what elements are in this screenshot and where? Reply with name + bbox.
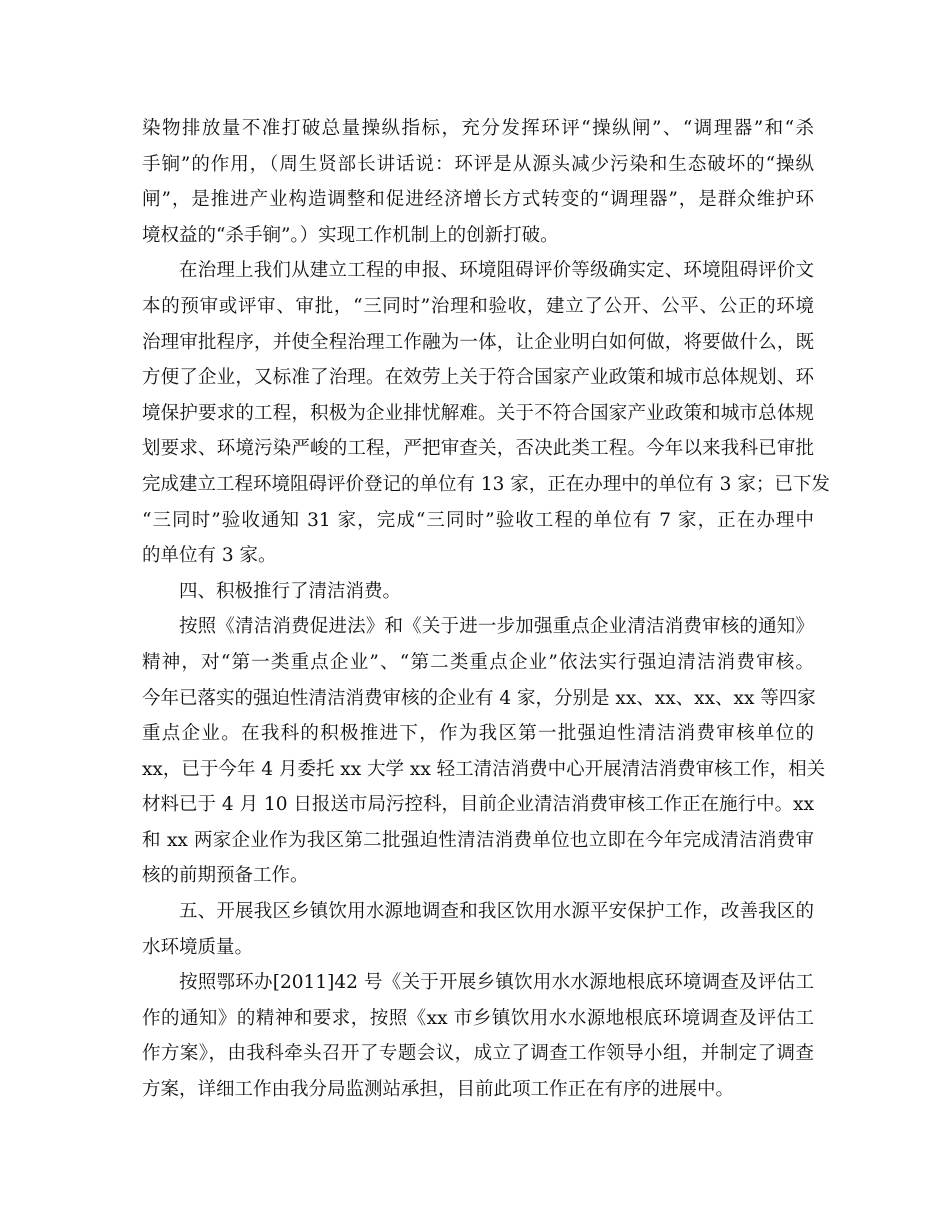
- text-line: 方案，详细工作由我分局监测站承担，目前此项工作正在有序的进展中。: [142, 1079, 735, 1101]
- text-line: 划要求、环境污染严峻的工程，严把审查关，否决此类工程。今年以来我科已审批: [142, 438, 814, 460]
- text-line: 四、积极推行了清洁消费。: [179, 580, 402, 602]
- text-line: 精神，对“第一类重点企业”、“第二类重点企业”依法实行强迫清洁消费审核。: [142, 651, 814, 673]
- paragraph: [142, 111, 814, 253]
- text-line: 在治理上我们从建立工程的申报、环境阻碍评价等级确实定、环境阻碍评价文: [179, 260, 814, 282]
- text-line: 作方案》，由我科牵头召开了专题会议，成立了调查工作领导小组，并制定了调查: [142, 1043, 814, 1065]
- text-line: 境保护要求的工程，积极为企业排忧解难。关于不符合国家产业政策和城市总体规: [142, 402, 814, 424]
- text-line: 和 xx 两家企业作为我区第二批强迫性清洁消费单位也立即在今年完成清洁消费审: [142, 829, 814, 851]
- document-body: [142, 111, 830, 1108]
- text-line: 按照《清洁消费促进法》和《关于进一步加强重点企业清洁消费审核的通知》: [179, 616, 814, 638]
- text-line: 材料已于 4 月 10 日报送市局污控科，目前企业清洁消费审核工作正在施行中。xx: [142, 794, 814, 816]
- text-line: 染物排放量不准打破总量操纵指标，充分发挥环评“操纵闸”、“调理器”和“杀: [142, 118, 814, 139]
- paragraph: [142, 894, 814, 965]
- text-line: 完成建立工程环境阻碍评价登记的单位有 13 家，正在办理中的单位有 3 家；已下发: [142, 473, 830, 495]
- text-line: 作的通知》的精神和要求，按照《xx 市乡镇饮用水水源地根底环境调查及评估工: [142, 1007, 814, 1029]
- text-line: 治理审批程序，并使全程治理工作融为一体，让企业明白如何做，将要做什么，既: [142, 331, 814, 353]
- text-line: 水环境质量。: [142, 936, 254, 958]
- text-line: 重点企业。在我科的积极推进下，作为我区第一批强迫性清洁消费审核单位的: [142, 723, 814, 745]
- paragraph: [142, 253, 830, 573]
- text-line: 今年已落实的强迫性清洁消费审核的企业有 4 家，分别是 xx、xx、xx、xx 等四家: [142, 687, 816, 709]
- paragraph: [142, 609, 826, 894]
- paragraph: [142, 965, 814, 1107]
- text-line: 本的预审或评审、审批，“三同时”治理和验收，建立了公开、公平、公正的环境: [142, 295, 814, 317]
- text-line: 按照鄂环办[2011]42 号《关于开展乡镇饮用水水源地根底环境调查及评估工: [179, 972, 814, 994]
- text-line: 闸”，是推进产业构造调整和促进经济增长方式转变的“调理器”，是群众维护环: [142, 189, 814, 211]
- text-line: 的单位有 3 家。: [142, 545, 277, 567]
- text-line: 境权益的“杀手锏”。）实现工作机制上的创新打破。: [142, 224, 559, 246]
- paragraph: [142, 574, 814, 610]
- text-line: 核的前期预备工作。: [142, 865, 309, 887]
- text-line: 手锏”的作用，（周生贤部长讲话说：环评是从源头减少污染和生态破坏的“操纵: [142, 153, 814, 175]
- text-line: 方便了企业，又标准了治理。在效劳上关于符合国家产业政策和城市总体规划、环: [142, 367, 814, 389]
- text-line: “三同时”验收通知 31 家，完成“三同时”验收工程的单位有 7 家，正在办理中: [142, 509, 814, 531]
- text-line: 五、开展我区乡镇饮用水源地调查和我区饮用水源平安保护工作，改善我区的: [179, 901, 814, 923]
- text-line: xx，已于今年 4 月委托 xx 大学 xx 轻工清洁消费中心开展清洁消费审核工作，相关: [142, 758, 826, 780]
